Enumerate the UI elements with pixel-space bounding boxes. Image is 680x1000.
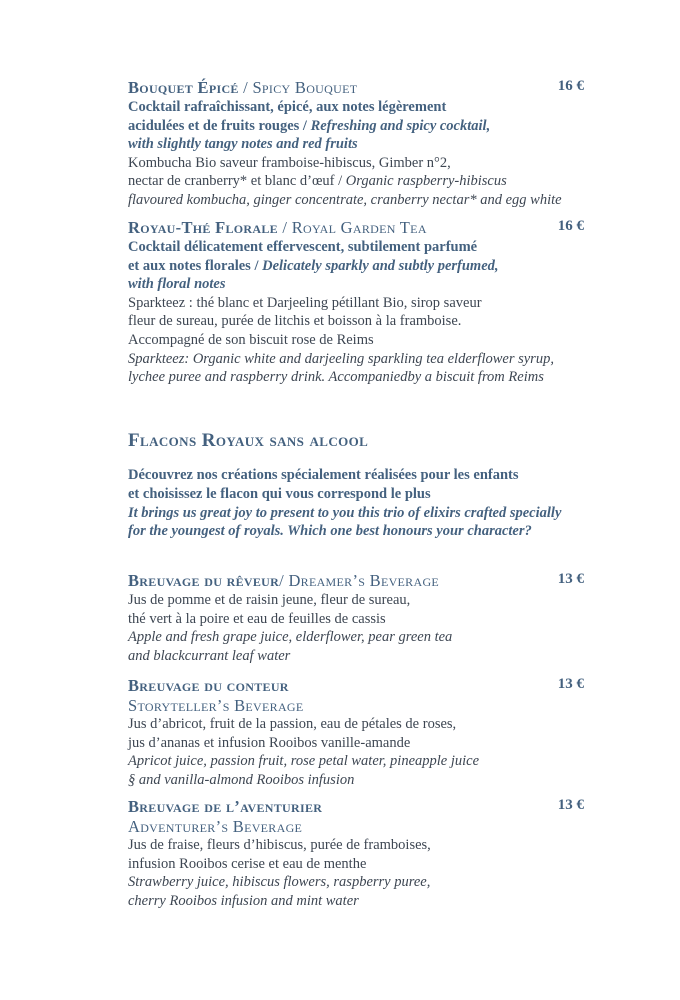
description-text: flavoured kombucha, ginger concentrate, cranberry nectar* and egg white xyxy=(128,191,562,208)
menu-item xyxy=(128,78,584,210)
description-text: Organic raspberry-hibiscus xyxy=(345,173,507,190)
description-text: lychee puree and raspberry drink. Accompaniedby a biscuit from Reims xyxy=(128,369,544,386)
menu-item-subtitle: Adventurer’s Beverage xyxy=(128,817,303,836)
menu-item xyxy=(128,797,584,910)
menu-item-title-en: Dreamer’s Beverage xyxy=(288,571,440,590)
description-text: Sparkteez: Organic white and darjeeling sparkling tea elderflower syrup, xyxy=(128,350,554,367)
menu-item-title-fr: Bouquet Épicé xyxy=(128,78,239,97)
description-text: Kombucha Bio saveur framboise-hibiscus, Gimber n°2, xyxy=(128,154,451,171)
description-line xyxy=(128,591,584,610)
menu-item-title xyxy=(128,78,357,97)
menu-item-subtitle: Storyteller’s Beverage xyxy=(128,696,304,715)
description-line xyxy=(128,836,584,855)
title-separator: / xyxy=(238,78,253,97)
description-text: Jus de fraise, fleurs d’hibiscus, purée de framboises, xyxy=(128,837,431,853)
menu-item-price: 13 € xyxy=(557,797,584,813)
menu-item-title-fr: Breuvage du conteur xyxy=(128,676,289,695)
menu-item-title-fr: Royau-Thé Florale xyxy=(128,218,278,237)
menu-item-header xyxy=(128,218,584,238)
description-text: acidulées et de fruits rouges / xyxy=(128,117,311,134)
description-line xyxy=(128,466,588,485)
menu-item-title-en: Spicy Bouquet xyxy=(252,78,358,97)
description-line xyxy=(128,485,588,504)
description-line xyxy=(128,855,584,874)
menu-item xyxy=(128,218,584,387)
description-text: fleur de sureau, purée de litchis et boisson à la framboise. xyxy=(128,313,462,330)
description-text: cherry Rooibos infusion and mint water xyxy=(128,892,359,909)
description-text: Apricot juice, passion fruit, rose petal water, pineapple juice xyxy=(128,753,480,770)
menu-item-title xyxy=(128,571,439,590)
description-text: Jus de pomme et de raisin jeune, fleur de sureau, xyxy=(128,592,411,608)
description-text: for the youngest of royals. Which one best honours your character? xyxy=(128,523,532,540)
description-line xyxy=(128,628,584,647)
section-intro xyxy=(128,466,588,541)
menu-item-header xyxy=(128,78,584,98)
menu-item-title-fr: Breuvage de l’aventurier xyxy=(128,797,323,816)
description-line xyxy=(128,172,584,191)
description-line xyxy=(128,191,584,210)
description-line xyxy=(128,892,584,911)
description-text: and blackcurrant leaf water xyxy=(128,647,291,664)
title-separator: / xyxy=(279,571,289,590)
description-line xyxy=(128,504,588,523)
description-line xyxy=(128,734,584,753)
menu-item-price: 16 € xyxy=(557,78,584,94)
description-line xyxy=(128,873,584,892)
menu-item-header xyxy=(128,676,584,696)
menu-item-title xyxy=(128,797,322,816)
description-line xyxy=(128,647,584,666)
description-line xyxy=(128,135,584,154)
description-line xyxy=(128,257,584,276)
menu-item-header xyxy=(128,797,584,817)
description-text: infusion Rooibos cerise et eau de menthe xyxy=(128,855,367,872)
description-text: with slightly tangy notes and red fruits xyxy=(128,136,358,153)
description-text: It brings us great joy to present to you this trio of elixirs crafted specially xyxy=(128,504,562,521)
description-line xyxy=(128,98,584,117)
description-text: Refreshing and spicy cocktail, xyxy=(310,117,491,134)
description-line xyxy=(128,117,584,136)
description-text: thé vert à la poire et eau de feuilles de cassis xyxy=(128,610,386,627)
menu-item-price: 13 € xyxy=(557,676,584,692)
description-line xyxy=(128,331,584,350)
description-text: Strawberry juice, hibiscus flowers, raspberry puree, xyxy=(128,874,431,891)
description-text: Accompagné de son biscuit rose de Reims xyxy=(128,331,374,348)
menu-item-price: 16 € xyxy=(557,218,584,234)
description-text: with floral notes xyxy=(128,276,226,293)
description-text: Découvrez nos créations spécialement réalisées pour les enfants xyxy=(128,467,519,483)
description-line xyxy=(128,771,584,790)
menu-item-title-en: Royal Garden Tea xyxy=(291,218,427,237)
description-text: et aux notes florales / xyxy=(128,257,263,274)
description-line xyxy=(128,294,584,313)
description-text: Cocktail délicatement effervescent, subtilement parfumé xyxy=(128,239,478,255)
description-text: jus d’ananas et infusion Rooibos vanille-amande xyxy=(128,734,411,751)
description-line xyxy=(128,522,588,541)
menu-item-price: 13 € xyxy=(557,571,584,587)
description-line xyxy=(128,154,584,173)
description-text: Apple and fresh grape juice, elderflower, pear green tea xyxy=(128,629,453,646)
menu-item-title-fr: Breuvage du rêveur xyxy=(128,571,280,590)
menu-item xyxy=(128,571,584,665)
menu-item xyxy=(128,676,584,789)
description-line xyxy=(128,610,584,629)
description-text: Sparkteez : thé blanc et Darjeeling pétillant Bio, sirop saveur xyxy=(128,294,482,311)
description-text: Delicately sparkly and subtly perfumed, xyxy=(262,257,499,274)
description-line xyxy=(128,312,584,331)
description-line xyxy=(128,715,584,734)
description-text: nectar de cranberry* et blanc d’œuf / xyxy=(128,173,346,190)
title-separator: / xyxy=(277,218,292,237)
description-text: § and vanilla-almond Rooibos infusion xyxy=(128,771,355,788)
description-line xyxy=(128,368,584,387)
description-line xyxy=(128,752,584,771)
menu-item-title xyxy=(128,676,289,695)
menu-item-header xyxy=(128,571,584,591)
section-title: Flacons Royaux sans alcool xyxy=(128,430,369,451)
description-line xyxy=(128,275,584,294)
description-text: et choisissez le flacon qui vous correspond le plus xyxy=(128,485,431,502)
description-line xyxy=(128,238,584,257)
description-text: Cocktail rafraîchissant, épicé, aux notes légèrement xyxy=(128,99,447,115)
description-line xyxy=(128,350,584,369)
description-text: Jus d’abricot, fruit de la passion, eau de pétales de roses, xyxy=(128,716,457,732)
menu-item-title xyxy=(128,218,427,237)
